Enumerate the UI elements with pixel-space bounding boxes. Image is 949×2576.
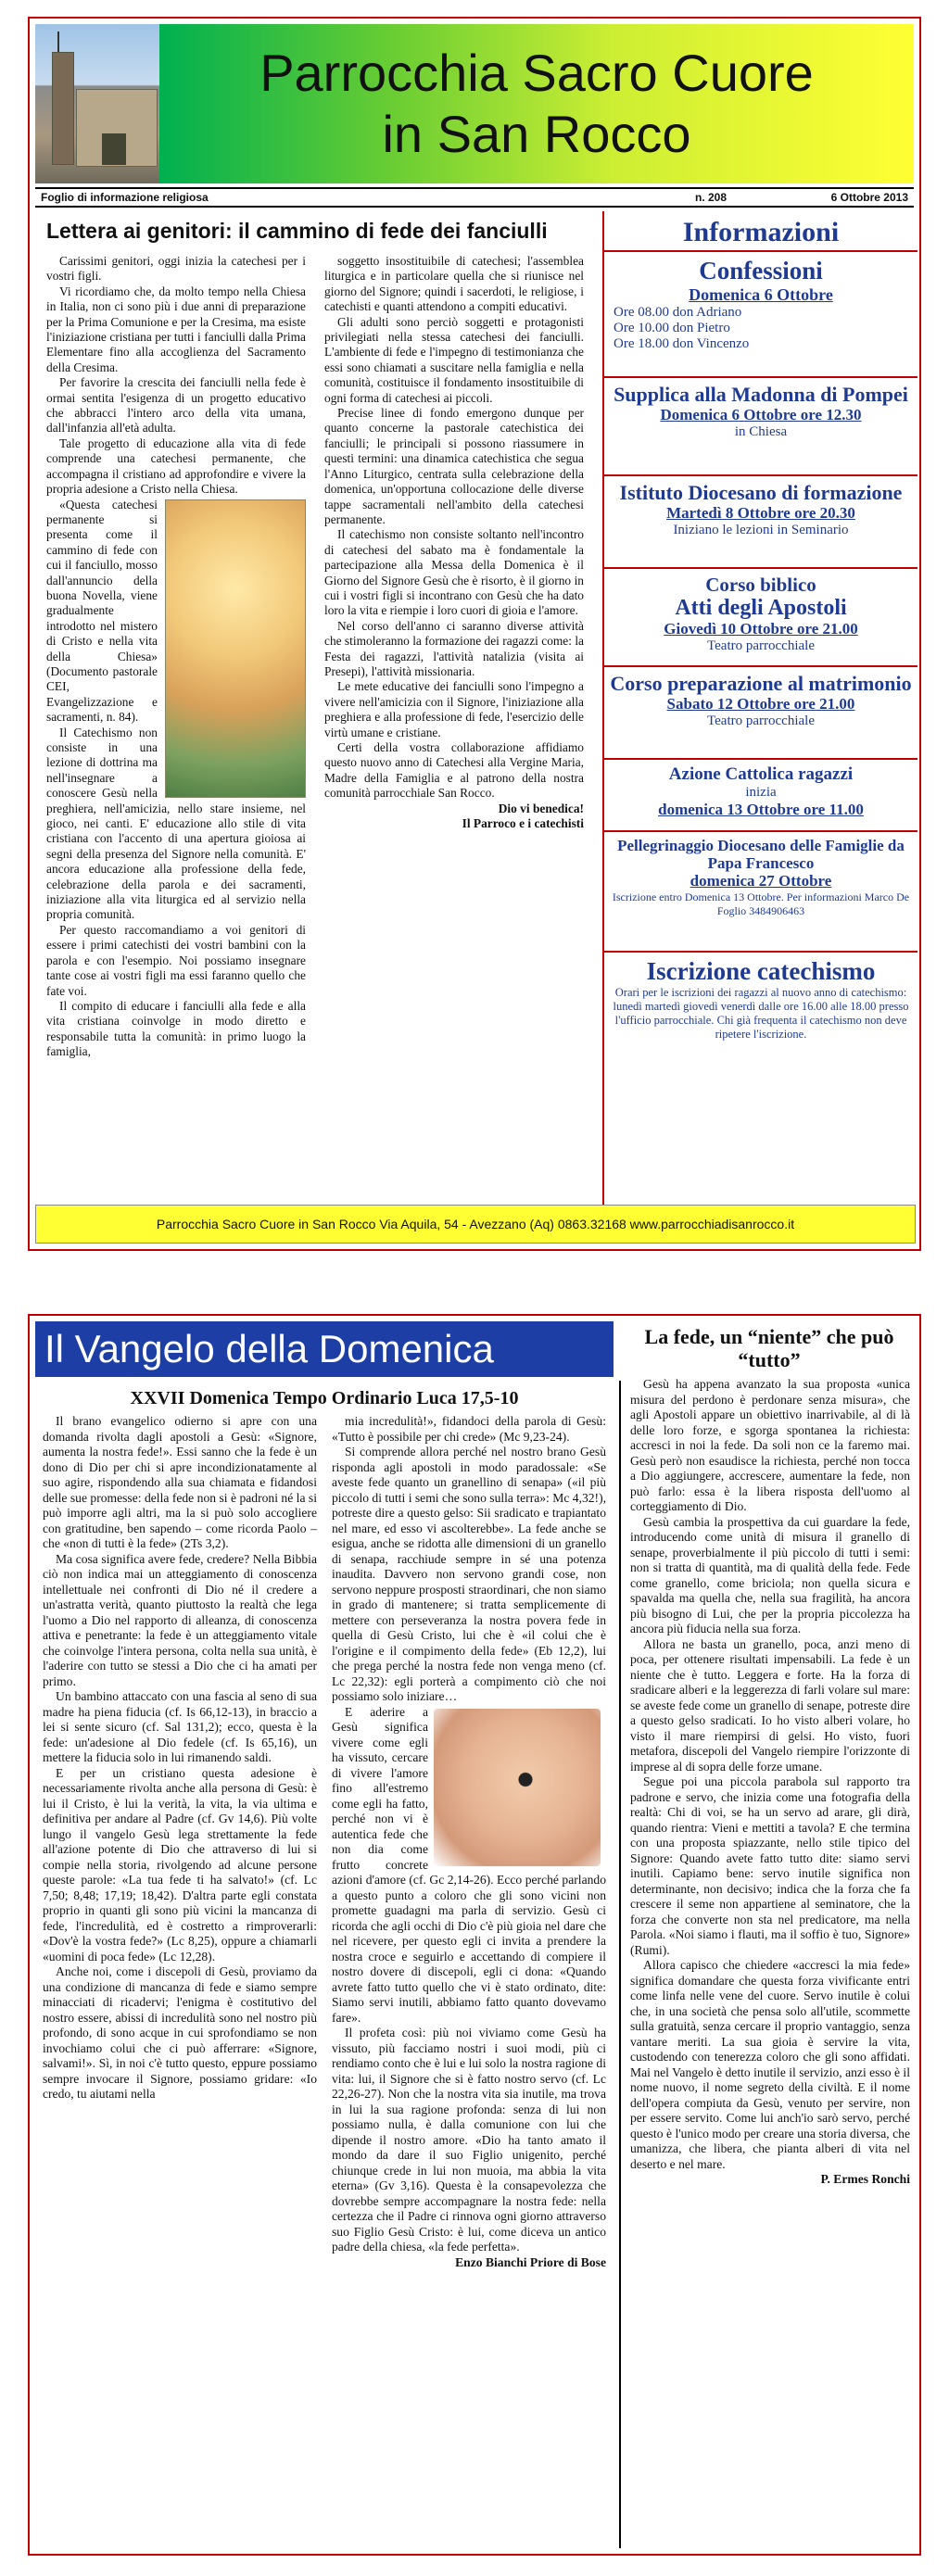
corso-matrimonio-date: Sabato 12 Ottobre ore 21.00 [666, 695, 855, 713]
gospel-page [28, 1314, 921, 2556]
corso-biblico-note: Teatro parrocchiale [707, 638, 815, 654]
paragraph: Il compito di educare i fanciulli alla fede e alla vita cristiana coinvolge in modo diretto e responsabile tutta la comunità: in primo luogo la famiglia, [46, 998, 306, 1059]
paragraph: Allora ne basta un granello, poca, anzi meno di poca, per ottenere risultati impensabili. La fede è un niente che è tutto. Leggera e forte. Ha la forza di sradicare alberi e la leggerezza di farli volare sul mare: se aveste fede come un granello di senape, potreste dire a questo gelso sradicati. Io ho visto alberi volare, ho visto il mare riempirsi di gelsi. Ho visto, fuori metafora, discepoli del Vangelo riempire l'orizzonte di imprese al di sopra delle forze umane. [630, 1636, 910, 1774]
paragraph: E per un cristiano questa adesione è necessariamente rivolta anche alla persona di Gesù: è lui il Cristo, è lui la verità, la vita, la via ultima e definitiva per andare al Padre (cf. Gv 14,6). Più volte lungo il vangelo Gesù lega strettamente la fede all'azione potente di Dio che attraverso di lui si compie nella storia, rivolgendo ad alcune persone queste parole: «La tua fede ti ha salvato!» (cf. Lc 7,50; 8,48; 17,19; 18,42). D'altra parte egli constata proprio in quanti gli sono più vicini la mancanza di fede, l'incredulità, ed è costretto a rimproverarli: «Dov'è la vostra fede?» (Lc 8,25), oppure a chiamarli «uomini di poca fede» (Lc 12,28). [43, 1765, 317, 1964]
paragraph: Gesù ha appena avanzato la sua proposta «unica misura del perdono è perdonare senza misura», che agli Apostoli appare un obiettivo inarrivabile, al di là delle loro forze, e sgorga spontanea la richiesta: accresci in noi la fede. Da soli non ce la faremo mai. Gesù però non esaudisce la richiesta, perché non tocca a Dio aggiungere, accrescere, aumentare la fede, non può farlo: essa è la libera risposta dell'uomo al corteggiamento di Dio. [630, 1377, 910, 1513]
istituto-date: Martedì 8 Ottobre ore 20.30 [666, 504, 855, 523]
letter-column-1 [35, 254, 313, 1205]
confessioni-line: Ore 18.00 don Vincenzo [614, 335, 750, 351]
info-heading: Informazioni [604, 211, 917, 252]
issue-bar [35, 187, 914, 208]
paragraph: Gli adulti sono perciò soggetti e protagonisti privilegiati nella stessa catechesi dei fanciulli. L'ambiente di fede e l'impegno di testimonianza che essi sono chiamati a suscitare nella famiglia e nella comunità, costituisce il fondamento insostituibile di ogni forma di catechesi ai piccoli. [324, 314, 584, 405]
paragraph: Precise linee di fondo emergono dunque per quanto concerne la pastorale catechistica dei fanciulli; le principali si possono riassumere in questi termini: una dinamica catechistica che segua l'Anno Liturgico, centrata sulla celebrazione della domenica, un'opportuna collocazione delle diverse tappe sacramentali nell'ambito della catechesi permanente. [324, 406, 584, 526]
pellegrinaggio-date: domenica 27 Ottobre [690, 872, 832, 890]
title-line-2: in San Rocco [382, 105, 691, 163]
paragraph: Gesù cambia la prospettiva da cui guardare la fede, introducendo come unità di misura il granello di senape, proverbialmente il più piccolo di tutti i semi: non si tratta di quantità, ma di qualità della fede. Fede come granello, come briciola; non quella sicura e spavalda ma quella che, nella sua fragilità, ha ancora più bisogno di Lui, che per la propria piccolezza ha ancora più fiducia nella sua forza. [630, 1514, 910, 1635]
closing: Dio vi benedica! [498, 801, 584, 815]
corso-biblico-subtitle: Atti degli Apostoli [675, 596, 847, 621]
right-article [626, 1377, 914, 2544]
column-divider [619, 1381, 621, 2548]
right-article-title: La fede, un “niente” che può “tutto” [644, 1325, 894, 1371]
gospel-header [35, 1321, 614, 1377]
paragraph: E aderire a Gesù significa vivere come egli ha vissuto, cercare di vivere l'amore fino all'estremo come egli ha fatto, perché non vi è autentica fede che non dia come frutto concrete azioni d'amore (cf. Gc 2,14-26). Ecco perché parlando a questo punto a coloro che gli sono vicini non promette guadagni ma parla di servizio. Gesù ci ricorda che agli occhi di Dio c'è più gioia nel dare che nel ricevere, per questo egli ci invita a prendere la nostra croce e seguirlo e accettando di compiere il nostro dovere di discepoli, egli ci dona: «Quando avrete fatto tutto quello che vi è stato ordinato, dite: Siamo servi inutili, abbiamo fatto quanto dovevamo fare». [332, 1704, 606, 2025]
issue-number: n. 208 [695, 191, 728, 204]
corso-biblico-date: Giovedì 10 Ottobre ore 21.00 [664, 620, 858, 638]
masthead [35, 24, 914, 183]
iscrizione-title: Iscrizione catechismo [646, 957, 876, 985]
letter-article [35, 211, 591, 1205]
confessioni-line: Ore 10.00 don Pietro [614, 320, 730, 335]
jesus-children-image [165, 499, 306, 798]
azione-cattolica-note: inizia [745, 784, 777, 800]
iscrizione-note: Orari per le iscrizioni dei ragazzi al nuovo anno di catechismo: lunedì martedì giovedì venerdì dalle ore 16.00 alle 18.00 presso l'ufficio parrocchiale. Chi già frequenta il catechismo non deve ripetere l'iscrizione. [613, 985, 909, 1041]
gospel-column-2 [324, 1414, 614, 2544]
paragraph: Ma cosa significa avere fede, credere? Nella Bibbia ciò non indica mai un atteggiamento di conoscenza intellettuale nei confronti di Dio né il credere a un'astratta verità, quanto piuttosto la realtà che lega l'uomo a Dio nel rapporto di alleanza, di conoscenza attiva e penetrante: la fede è un atteggiamento vitale che coinvolge l'intera persona, colta nella sua unità, è l'aderire con tutto se stessi a Dio che ci ha amati per primo. [43, 1551, 317, 1688]
confessioni-box [604, 252, 917, 378]
paragraph: Il brano evangelico odierno si apre con una domanda rivolta dagli apostoli a Gesù: «Signore, aumenta la nostra fede!». Essi sanno che la fede è un dono di Dio per chi si apre incondizionatamente al suo agire, rispondendo alla sua chiamata e fidandosi delle sue promesse: della fede non si è padroni né la si può imporre agli altri, ma la si può solo accogliere con gratitudine, ben sapendo – come ricorda Paolo – che «non di tutti è la fede» (2Ts 3,2). [43, 1414, 317, 1550]
paragraph: Le mete educative dei fanciulli sono l'impegno a vivere nell'amicizia con il Signore, l'iniziazione alla preghiera e alla professione di fede, l'esercizio delle virtù umane e cristiane. [324, 679, 584, 739]
corso-matrimonio-note: Teatro parrocchiale [707, 713, 815, 729]
letter-title: Lettera ai genitori: il cammino di fede dei fanciulli [46, 219, 548, 243]
paragraph: Carissimi genitori, oggi inizia la catechesi per i vostri figli. [46, 254, 306, 284]
paragraph: Un bambino attaccato con una fascia al seno di sua madre ha piena fiducia (cf. Is 66,12-13), in braccio a lei si sente sicuro (cf. Sal 131,2); ecco, questa è la fede: un'adesione al Dio fedele (cf. Is 65,16), un mettere la fiducia solo in lui rimanendo saldi. [43, 1689, 317, 1764]
gospel-header-title: Il Vangelo della Domenica [44, 1327, 494, 1370]
paragraph: Tale progetto di educazione alla vita di fede comprende una catechesi permanente, che accompagna il cristiano ad approfondire e vivere la propria adesione a Cristo nella Chiesa. [46, 436, 306, 497]
azione-cattolica-date: domenica 13 Ottobre ore 11.00 [658, 800, 864, 818]
supplica-title: Supplica alla Madonna di Pompei [614, 383, 908, 406]
corso-biblico-box [604, 569, 917, 667]
gospel-subtitle: XXVII Domenica Tempo Ordinario Luca 17,5-10 [130, 1388, 519, 1408]
gospel-author: Enzo Bianchi Priore di Bose [455, 2254, 606, 2269]
church-photo [35, 24, 159, 183]
mustard-seed-image [434, 1709, 601, 1866]
istituto-note: Iniziano le lezioni in Seminario [673, 523, 849, 538]
paragraph: Il catechismo non consiste soltanto nell'incontro di catechesi del sabato ma è fondamentale la partecipazione alla Messa della Domenica è il Giorno del Signore Gesù che è risorto, è il giorno in cui i vostri figli si incontrano con Gesù che ha dato loro la vita e riempie i loro cuori di gioia e l'amore. [324, 527, 584, 618]
issue-date: 6 Ottobre 2013 [830, 191, 908, 204]
right-article-author: P. Ermes Ronchi [820, 2172, 910, 2186]
confessioni-title: Confessioni [699, 257, 823, 284]
paragraph: Vi ricordiamo che, da molto tempo nella Chiesa in Italia, non ci sono più i due anni di preparazione per la Prima Comunione e per la Cresima, ma esiste l'iniziazione cristiana per tutti i fanciulli dalla Prima Elementare fino alla accoglienza del Sacramento della Cresima. [46, 284, 306, 374]
azione-cattolica-box [604, 760, 917, 832]
corso-matrimonio-title: Corso preparazione al matrimonio [610, 672, 912, 695]
istituto-title: Istituto Diocesano di formazione [619, 481, 903, 504]
paragraph: Il Catechismo non consiste in una lezione di dottrina ma nell'insegnare a conoscere Gesù nella preghiera, nell'amicizia, nello stare insieme, nel gioco, nei canti. E' educazione allo stile di vita cristiana con l'accento di una apertura gioiosa ai segni della presenza del Signore nella comunità. E' ancora educazione alla professione della fede, celebrazione della parola e dei sacramenti, iniziazione alla vita liturgica ed al servizio nella propria comunità. [46, 725, 306, 922]
pellegrinaggio-note: Iscrizione entro Domenica 13 Ottobre. Per informazioni Marco De Foglio 3484906463 [612, 890, 910, 918]
paragraph: Per favorire la crescita dei fanciulli nella fede è ormai sentita l'esigenza di un progetto educativo che abbracci l'intero arco della vita umana, dall'infanzia all'età adulta. [46, 375, 306, 436]
supplica-date: Domenica 6 Ottobre ore 12.30 [660, 406, 862, 424]
footer-text: Parrocchia Sacro Cuore in San Rocco Via Aquila, 54 - Avezzano (Aq) 0863.32168 www.parrocchiadisanrocco.it [156, 1217, 795, 1231]
paragraph: mia incredulità!», fidandoci della parola di Gesù: «Tutto è possibile per chi crede» (Mc 9,23-24). [332, 1414, 606, 1444]
paragraph: Si comprende allora perché nel nostro brano Gesù risponda agli apostoli in modo paradossale: «Se aveste fede quanto un granellino di senapa» («il più piccolo di tutti i semi che sono sulla terra»: Mc 4,32!), potreste dire a questo gelso: Sii sradicato e trapiantato nel mare, ed esso vi ascolterebbe». La fede anche se esigua, anche se ridotta alle dimensioni di un granello di senapa, racchiude sempre in sé una potenza inaudita. Davvero non servono grandi cose, non servono neppure prosposti straordinari, che non siamo in grado di mantenere; si tratta semplicemente di mettere con perseveranza la nostra povera fede in quella di Gesù Cristo, lui che è «il colui che è l'origine e il compimento della fede» (Eb 12,2), lui che prega perché la nostra fede non venga meno (cf. Lc 22,32): egli porterà a compimento ciò che noi possiamo solo iniziare… [332, 1445, 606, 1703]
info-panel [602, 211, 917, 1205]
confessioni-date: Domenica 6 Ottobre [689, 284, 833, 304]
gospel-column-1 [35, 1414, 324, 2544]
azione-cattolica-title: Azione Cattolica ragazzi [668, 764, 854, 784]
paragraph: soggetto insostituibile di catechesi; l'assemblea liturgica e in particolare quella che si riunisce nel giorno del Signore; quindi i sacerdoti, le religiose, i catechisti e quanti attendono a compiti educativi. [324, 254, 584, 314]
pellegrinaggio-box [604, 832, 917, 953]
footer-bar [35, 1205, 916, 1244]
gospel-commentary [35, 1414, 614, 2544]
paragraph: Per questo raccomandiamo a voi genitori di essere i primi catechisti dei vostri bambini con la parola e con l'esempio. Noi possiamo insegnare tante cose ai vostri figli ma essi faranno quello che fate voi. [46, 922, 306, 998]
supplica-box [604, 378, 917, 476]
title-line-1: Parrocchia Sacro Cuore [259, 44, 814, 102]
paragraph: Nel corso dell'anno ci saranno diverse attività che stimoleranno la formazione dei ragazzi come: la Festa dei ragazzi, l'attività natalizia (visita ai Presepi), l'attività missionaria. [324, 618, 584, 678]
paragraph: Segue poi una piccola parabola sul rapporto tra padrone e servo, che inizia come una fotografia della realtà: Chi di voi, se ha un servo ad arare, gli dirà, quando rientra: Vieni e mettiti a tavola? E che termina con una proposta spiazzante, nello stile tipico del Signore: Quando avete fatto tutto dite: siamo servi inutili. Capiamo bene: servo inutile significa non determinante, non decisivo; indica che la forza che fa crescere il seme non appartiene al seminatore, che la forza che converte non sta nel predicatore, ma nella Parola. «Noi siamo i flauti, ma il soffio è tuo, Signore» (Rumi). [630, 1774, 910, 1957]
paragraph: Il profeta così: più noi viviamo come Gesù ha vissuto, più facciamo nostri i suoi modi, più ci rendiamo conto che è lui e lui solo la nostra ragione di vita: lui, il Signore che si è fatto nostro servo (cf. Lc 22,26-27). Non che la nostra vita sia inutile, ma trova in lui la sua ragione profonda: senza di lui non possiamo nulla, è dalla comunione con lui che dipende il nostro amore. «Dio ha tanto amato il mondo da dare il suo Figlio unigenito, perché chiunque crede in lui non muoia, ma abbia la vita eterna» (Gv 3,16). Questa è la consapevolezza che dovrebbe sempre accompagnare la nostra fede: nella certezza che il Padre ci rinnova ogni giorno attraverso suo Figlio Gesù Cristo: è lui, come diceva un antico padre della chiesa, «la fede perfetta». [332, 2026, 606, 2254]
pellegrinaggio-title: Pellegrinaggio Diocesano delle Famiglie da Papa Francesco [617, 837, 905, 872]
corso-matrimonio-box [604, 667, 917, 760]
supplica-note: in Chiesa [734, 424, 788, 440]
corso-biblico-title: Corso biblico [705, 574, 816, 596]
signature: Il Parroco e i catechisti [462, 816, 584, 831]
masthead-title [159, 24, 914, 183]
iscrizione-box [604, 953, 917, 1047]
istituto-box [604, 476, 917, 569]
paragraph: Certi della vostra collaborazione affidiamo questo nuovo anno di Catechesi alla Vergine Maria, Madre della Famiglia e al patrono della nostra comunità parrocchiale San Rocco. [324, 740, 584, 801]
letter-column-2 [313, 254, 591, 1205]
paragraph: «Questa catechesi permanente si presenta come il cammino di fede con cui il fanciullo, mosso dall'annuncio della buona Novella, viene gradualmente introdotto nel mistero di Cristo e nella vita della Chiesa» (Documento pastorale CEI, Evangelizzazione e sacramenti, n. 84). [46, 497, 158, 725]
confessioni-line: Ore 08.00 don Adriano [614, 304, 742, 320]
newsletter-page [28, 17, 921, 1251]
paragraph: Allora capisco che chiedere «accresci la mia fede» significa domandare che questa forza vivificante entri come linfa nelle vene del cuore. Servo inutile è colui che, in una società che pensa solo all'utile, scommette sulla gratuità, senza cercare il proprio vantaggio, senza vantare meriti. La sua gioia è servire la vita, custodendo con tenerezza coloro che gli sono affidati. Mai nel Vangelo è detto inutile il servizio, anzi esso è il nome nuovo, il nome segreto della civiltà. E il nome dell'opera compiuta da Gesù, venuto per servire, non per essere servito. Come lui anch'io sarò servo, perché questo è l'unico modo per creare una storia diversa, che umanizza, che libera, che pianta alberi di vita nel deserto e nel mare. [630, 1958, 910, 2171]
paragraph: Anche noi, come i discepoli di Gesù, proviamo da una condizione di mancanza di fede e siamo sempre minacciati di ricadervi; l'enigma è costitutivo del nostro essere, abissi di incredulità sono nel nostro più profondo, di sono acque in cui sprofondiamo se non invochiamo colui che ci può afferrare: «Signore, salvami!». Sì, in noi c'è tutto questo, eppure possiamo sempre invocare il Signore, possiamo gridare: «Io credo, tu aiutami nella [43, 1964, 317, 2101]
issue-subtitle: Foglio di informazione religiosa [41, 191, 209, 204]
